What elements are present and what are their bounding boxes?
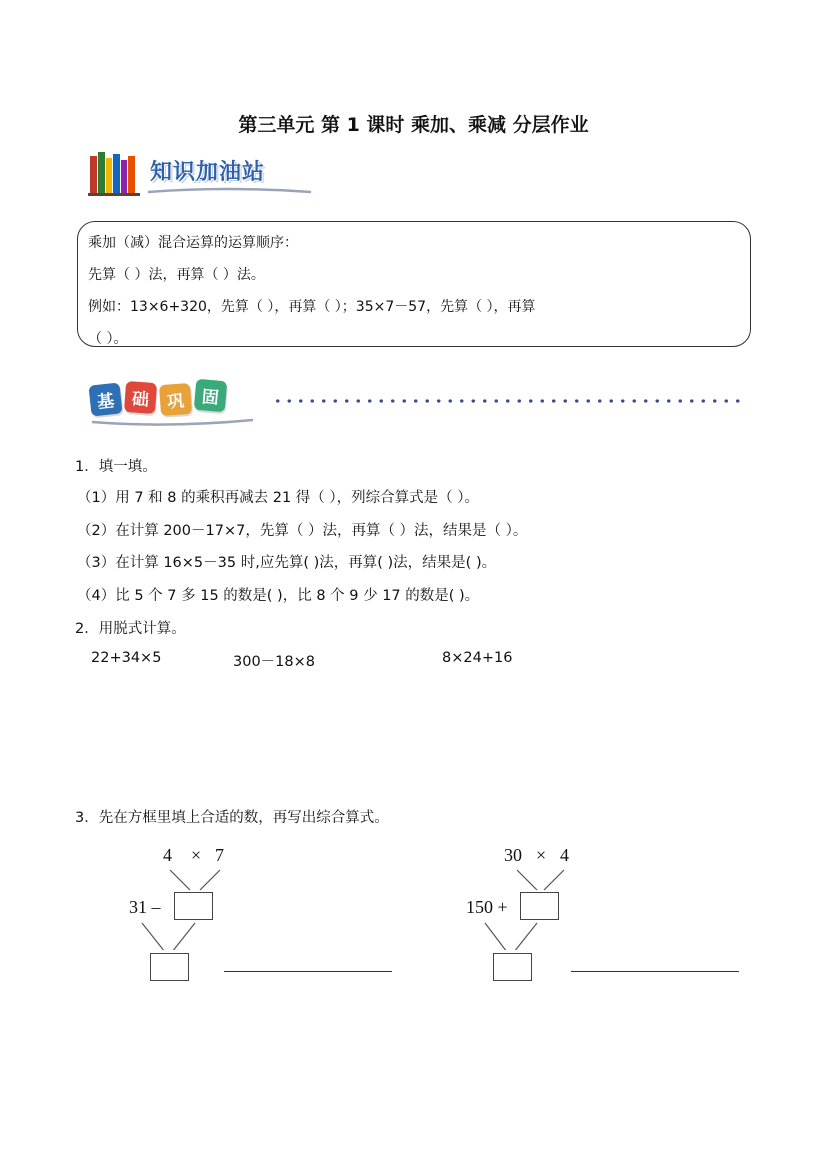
answer-line[interactable] — [224, 971, 392, 972]
books-icon — [88, 150, 144, 196]
answer-box[interactable] — [520, 892, 559, 920]
knowledge-banner-title: 知识加油站 — [150, 160, 266, 185]
dotted-divider — [272, 398, 742, 404]
banner-tile-1: 基 — [88, 382, 122, 416]
answer-line[interactable] — [571, 971, 739, 972]
answer-box[interactable] — [150, 953, 189, 981]
question-2-expr-2: 300－18×8 — [233, 654, 316, 670]
question-1-title: 1．填一填。 — [75, 459, 157, 475]
banner-tile-3: 巩 — [159, 383, 192, 416]
diagram-right-operand-b: 4 — [560, 845, 569, 865]
basic-practice-banner — [88, 378, 258, 428]
diagram-right-operator: × — [536, 845, 547, 865]
question-1-item-3: （3）在计算 16×5－35 时,应先算( )法，再算( )法，结果是( )。 — [77, 555, 497, 571]
calc-diagram-right — [462, 840, 752, 985]
banner-tile-2: 础 — [124, 381, 157, 414]
answer-box[interactable] — [493, 953, 532, 981]
calc-diagram-left — [120, 840, 410, 985]
diagram-right-operand-a: 30 — [504, 845, 522, 865]
diagram-left-operator: × — [191, 845, 202, 865]
banner-underline — [146, 186, 316, 196]
knowledge-line-1: 乘加（减）混合运算的运算顺序： — [88, 235, 298, 251]
diagram-left-operand-b: 7 — [215, 845, 224, 865]
answer-box[interactable] — [174, 892, 213, 920]
question-2-expr-3: 8×24+16 — [442, 650, 513, 666]
question-2-title: 2．用脱式计算。 — [75, 621, 186, 637]
question-1-item-4: （4）比 5 个 7 多 15 的数是( )，比 8 个 9 少 17 的数是( )。 — [77, 588, 480, 604]
diagram-left-minuend: 31 – — [129, 897, 161, 917]
diagram-left-operand-a: 4 — [163, 845, 172, 865]
question-3-title: 3．先在方框里填上合适的数，再写出综合算式。 — [75, 810, 389, 826]
question-2-expr-1: 22+34×5 — [91, 650, 162, 666]
question-1-item-1: （1）用 7 和 8 的乘积再减去 21 得（ ），列综合算式是（ ）。 — [77, 490, 479, 506]
knowledge-line-4: （ ）。 — [88, 331, 128, 347]
question-1-item-2: （2）在计算 200－17×7，先算（ ）法，再算（ ）法，结果是（ ）。 — [77, 523, 528, 539]
page-title: 第三单元 第 1 课时 乘加、乘减 分层作业 — [238, 114, 589, 136]
banner-tile-4: 固 — [194, 379, 228, 413]
knowledge-line-2: 先算（ ）法，再算（ ）法。 — [88, 267, 265, 283]
knowledge-line-3: 例如：13×6+320，先算（ ），再算（ ）；35×7－57，先算（ ），再算 — [88, 299, 536, 315]
knowledge-banner — [88, 150, 313, 198]
diagram-right-addend: 150 + — [466, 897, 508, 917]
banner-underline — [88, 416, 258, 428]
